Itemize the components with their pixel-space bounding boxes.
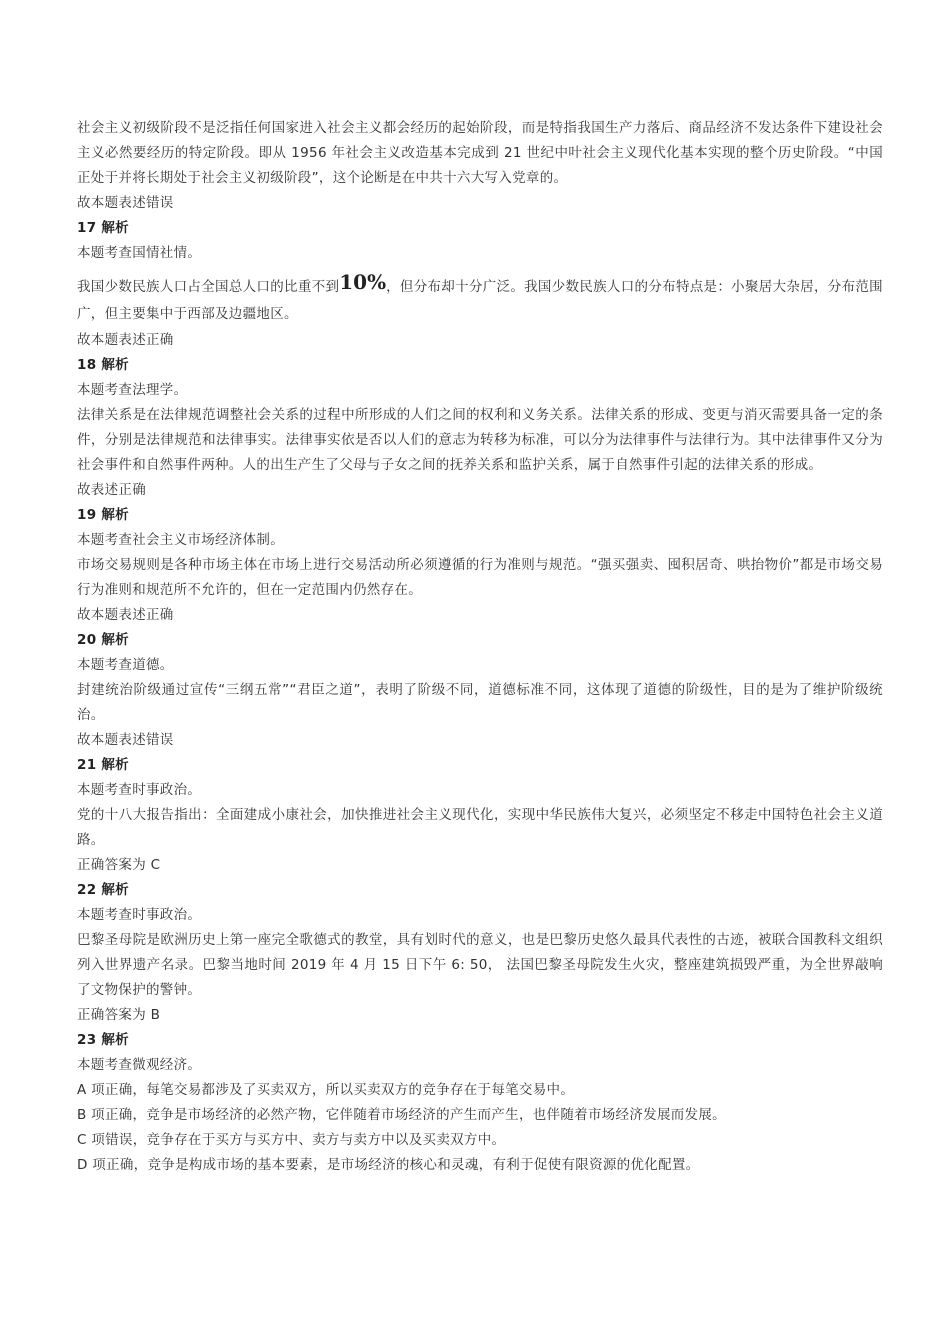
q20-body: 封建统治阶级通过宣传“三纲五常”“君臣之道”，表明了阶级不同，道德标准不同，这体现了道德的阶级性，目的是为了维护阶级统治。 (77, 682, 883, 723)
q20-heading: 20 解析 (77, 632, 129, 648)
q23-topic: 本题考查微观经济。 (77, 1057, 202, 1073)
q19-conclusion: 故本题表述正确 (77, 607, 174, 623)
q17-body (77, 269, 883, 328)
answer-explanations (77, 116, 883, 1178)
q16-conclusion: 故本题表述错误 (77, 195, 174, 211)
q22-heading: 22 解析 (77, 882, 129, 898)
q23-option-d: D 项正确，竞争是构成市场的基本要素，是市场经济的核心和灵魂，有利于促使有限资源的优化配置。 (77, 1157, 700, 1173)
q18-body: 法律关系是在法律规范调整社会关系的过程中所形成的人们之间的权利和义务关系。法律关系的形成、变更与消灭需要具备一定的条件，分别是法律规范和法律事实。法律事实依是否以人们的意志为转移为标准，可以分为法律事件与法律行为。其中法律事件又分为社会事件和自然事件两种。人的出生产生了父母与子女之间的抚养关系和监护关系，属于自然事件引起的法律关系的形成。 (77, 407, 883, 473)
q22-conclusion: 正确答案为 B (77, 1007, 161, 1023)
q19-heading: 19 解析 (77, 507, 129, 523)
q17-body-before: 我国少数民族人口占全国总人口的比重不到 (77, 279, 340, 295)
q18-heading: 18 解析 (77, 357, 129, 373)
q23-heading: 23 解析 (77, 1032, 129, 1048)
q19-topic: 本题考查社会主义市场经济体制。 (77, 532, 284, 548)
q20-topic: 本题考查道德。 (77, 657, 174, 673)
q23-option-a: A 项正确，每笔交易都涉及了买卖双方，所以买卖双方的竞争存在于每笔交易中。 (77, 1082, 575, 1098)
q20-conclusion: 故本题表述错误 (77, 732, 174, 748)
q18-conclusion: 故表述正确 (77, 482, 146, 498)
q21-body: 党的十八大报告指出：全面建成小康社会，加快推进社会主义现代化，实现中华民族伟大复兴，必须坚定不移走中国特色社会主义道路。 (77, 807, 883, 848)
q23-option-b: B 项正确，竞争是市场经济的必然产物，它伴随着市场经济的产生而产生，也伴随着市场经济发展而发展。 (77, 1107, 726, 1123)
q21-heading: 21 解析 (77, 757, 129, 773)
q17-conclusion: 故本题表述正确 (77, 332, 174, 348)
q17-percent: 10% (339, 270, 387, 294)
q23-option-c: C 项错误，竞争存在于买方与买方中、卖方与卖方中以及买卖双方中。 (77, 1132, 506, 1148)
q22-body: 巴黎圣母院是欧洲历史上第一座完全歌德式的教堂，具有划时代的意义，也是巴黎历史悠久最具代表性的古迹，被联合国教科文组织列入世界遗产名录。巴黎当地时间 2019 年 4 月 15 日下午 6: 50， 法国巴黎圣母院发生火灾，整座建筑损毁严重，为全世界敲响了文物保护的警钟。 (77, 932, 883, 998)
q17-heading: 17 解析 (77, 220, 129, 236)
q22-topic: 本题考查时事政治。 (77, 907, 202, 923)
q16-body: 社会主义初级阶段不是泛指任何国家进入社会主义都会经历的起始阶段，而是特指我国生产力落后、商品经济不发达条件下建设社会主义必然要经历的特定阶段。即从 1956 年社会主义改造基本完成到 21 世纪中叶社会主义现代化基本实现的整个历史阶段。“中国正处于并将长期处于社会主义初级阶段”，这个论断是在中共十六大写入党章的。 (77, 120, 883, 186)
q18-topic: 本题考查法理学。 (77, 382, 188, 398)
q21-conclusion: 正确答案为 C (77, 857, 161, 873)
q19-body: 市场交易规则是各种市场主体在市场上进行交易活动所必须遵循的行为准则与规范。“强买强卖、囤积居奇、哄抬物价”都是市场交易行为准则和规范所不允许的，但在一定范围内仍然存在。 (77, 557, 883, 598)
q17-topic: 本题考查国情社情。 (77, 245, 202, 261)
q17-body-after: ，但分布却十分广泛。我国少数民族人口的分布特点是：小聚居大杂居，分布范围广，但主要集中于西部及边疆地区。 (77, 279, 883, 322)
q21-topic: 本题考查时事政治。 (77, 782, 202, 798)
